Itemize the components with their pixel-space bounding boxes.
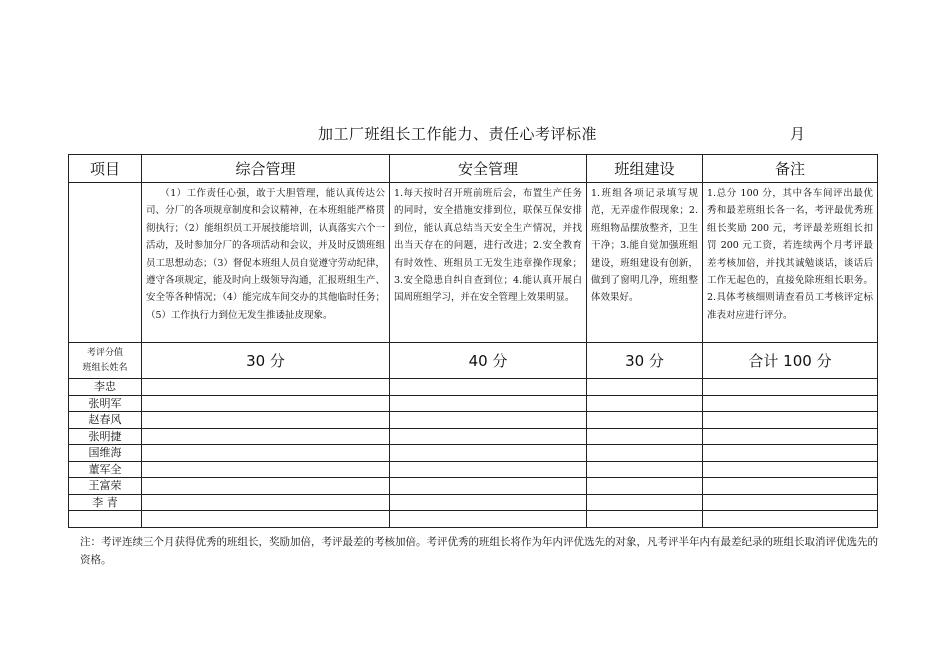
table-row <box>69 379 878 396</box>
score-cell[interactable] <box>390 511 587 528</box>
score-cell[interactable] <box>587 511 703 528</box>
header-row <box>69 155 878 183</box>
score-cell[interactable] <box>703 494 878 511</box>
score-row <box>69 343 878 379</box>
score-cell[interactable] <box>390 428 587 445</box>
leader-name-empty[interactable] <box>69 511 142 528</box>
header-remarks: 备注 <box>703 155 878 183</box>
header-safety-management: 安全管理 <box>390 155 587 183</box>
document-title: 加工厂班组长工作能力、责任心考评标准 <box>318 125 598 143</box>
score-cell[interactable] <box>703 428 878 445</box>
criteria-label-cell <box>69 183 142 343</box>
leader-name: 李 青 <box>69 494 142 511</box>
score-team-building: 30 分 <box>587 343 703 379</box>
score-cell[interactable] <box>703 445 878 462</box>
score-label-cell <box>69 343 142 379</box>
score-cell[interactable] <box>703 461 878 478</box>
footnote: 注：考评连续三个月获得优秀的班组长，奖励加倍，考评最差的考核加倍。考评优秀的班组长将作为年内评优选先的对象，凡考评半年内有最差纪录的班组长取消评优选先的资格。 <box>80 536 878 566</box>
score-cell[interactable] <box>587 494 703 511</box>
month-label: 月 <box>790 125 806 143</box>
table-row <box>69 494 878 511</box>
score-cell[interactable] <box>587 412 703 429</box>
score-cell[interactable] <box>142 494 390 511</box>
score-label-bottom: 班组长姓名 <box>82 363 128 373</box>
table-row <box>69 395 878 412</box>
leader-name: 国维海 <box>69 445 142 462</box>
header-team-building: 班组建设 <box>587 155 703 183</box>
leader-name: 董军全 <box>69 461 142 478</box>
evaluation-table <box>68 154 878 528</box>
score-cell[interactable] <box>390 494 587 511</box>
score-label-top: 考评分值 <box>86 348 123 358</box>
table-row <box>69 461 878 478</box>
score-cell[interactable] <box>390 412 587 429</box>
table-row <box>69 428 878 445</box>
table-row <box>69 445 878 462</box>
score-cell[interactable] <box>703 478 878 495</box>
score-cell[interactable] <box>142 412 390 429</box>
score-cell[interactable] <box>142 428 390 445</box>
score-cell[interactable] <box>142 511 390 528</box>
leader-name: 王富荣 <box>69 478 142 495</box>
table-row-empty <box>69 511 878 528</box>
score-cell[interactable] <box>587 395 703 412</box>
score-comprehensive: 30 分 <box>142 343 390 379</box>
score-cell[interactable] <box>587 445 703 462</box>
score-cell[interactable] <box>390 395 587 412</box>
score-cell[interactable] <box>390 478 587 495</box>
criteria-remarks: 1.总分 100 分，其中各车间评出最优秀和最差班组长各一名，考评最优秀班组长奖励 200 元，考评最差班组长扣罚 200 元工资，若连续两个月考评最差考核加倍，并找其诚勉谈话，谈话后工作无起色的，直接免除班组长职务。2.具体考核细则请查看员工考核评定标准表对应进行评分。 <box>703 183 878 343</box>
score-cell[interactable] <box>142 445 390 462</box>
score-safety: 40 分 <box>390 343 587 379</box>
table-row <box>69 412 878 429</box>
leader-name: 李忠 <box>69 379 142 396</box>
score-cell[interactable] <box>587 461 703 478</box>
score-cell[interactable] <box>390 379 587 396</box>
header-item: 项目 <box>69 155 142 183</box>
header-comprehensive-management: 综合管理 <box>142 155 390 183</box>
score-cell[interactable] <box>587 379 703 396</box>
score-cell[interactable] <box>142 478 390 495</box>
score-cell[interactable] <box>703 412 878 429</box>
score-cell[interactable] <box>142 395 390 412</box>
criteria-comprehensive-management: （1）工作责任心强，敢于大胆管理，能认真传达公司、分厂的各项规章制度和会议精神，在本班组能严格贯彻执行；（2）能组织员工开展技能培训，认真落实六个一活动，及时参加分厂的各项活动和会议，并及时反馈班组员工思想动态；（3）督促本班组人员自觉遵守劳动纪律，遵守各项规定，能及时向上级领导沟通，汇报班组生产、安全等各种情况；（4）能完成车间交办的其他临时任务；（5）工作执行力到位无发生推诿扯皮现象。 <box>142 183 390 343</box>
criteria-safety-management: 1.每天按时召开班前班后会，布置生产任务的同时，安全措施安排到位，联保互保安排到位，能认真总结当天安全生产情况，并找出当天存在的问题，进行改进；2.安全教育有时效性、班组员工无发生违章操作现象；3.安全隐患自纠自查到位；4.能认真开展白国周班组学习，并在安全管理上效果明显。 <box>390 183 587 343</box>
table-row <box>69 478 878 495</box>
leader-name: 张明军 <box>69 395 142 412</box>
score-total: 合计 100 分 <box>703 343 878 379</box>
score-cell[interactable] <box>390 445 587 462</box>
criteria-row <box>69 183 878 343</box>
leader-name: 赵春风 <box>69 412 142 429</box>
score-cell[interactable] <box>703 395 878 412</box>
criteria-team-building: 1.班组各项记录填写规范，无弄虚作假现象；2.班组物品摆放整齐，卫生干净；3.能自觉加强班组建设，班组建设有创新，做到了窗明几净，班组整体效果好。 <box>587 183 703 343</box>
score-cell[interactable] <box>390 461 587 478</box>
leader-name: 张明捷 <box>69 428 142 445</box>
score-cell[interactable] <box>703 379 878 396</box>
score-cell[interactable] <box>703 511 878 528</box>
score-cell[interactable] <box>142 379 390 396</box>
score-cell[interactable] <box>142 461 390 478</box>
score-cell[interactable] <box>587 428 703 445</box>
score-cell[interactable] <box>587 478 703 495</box>
